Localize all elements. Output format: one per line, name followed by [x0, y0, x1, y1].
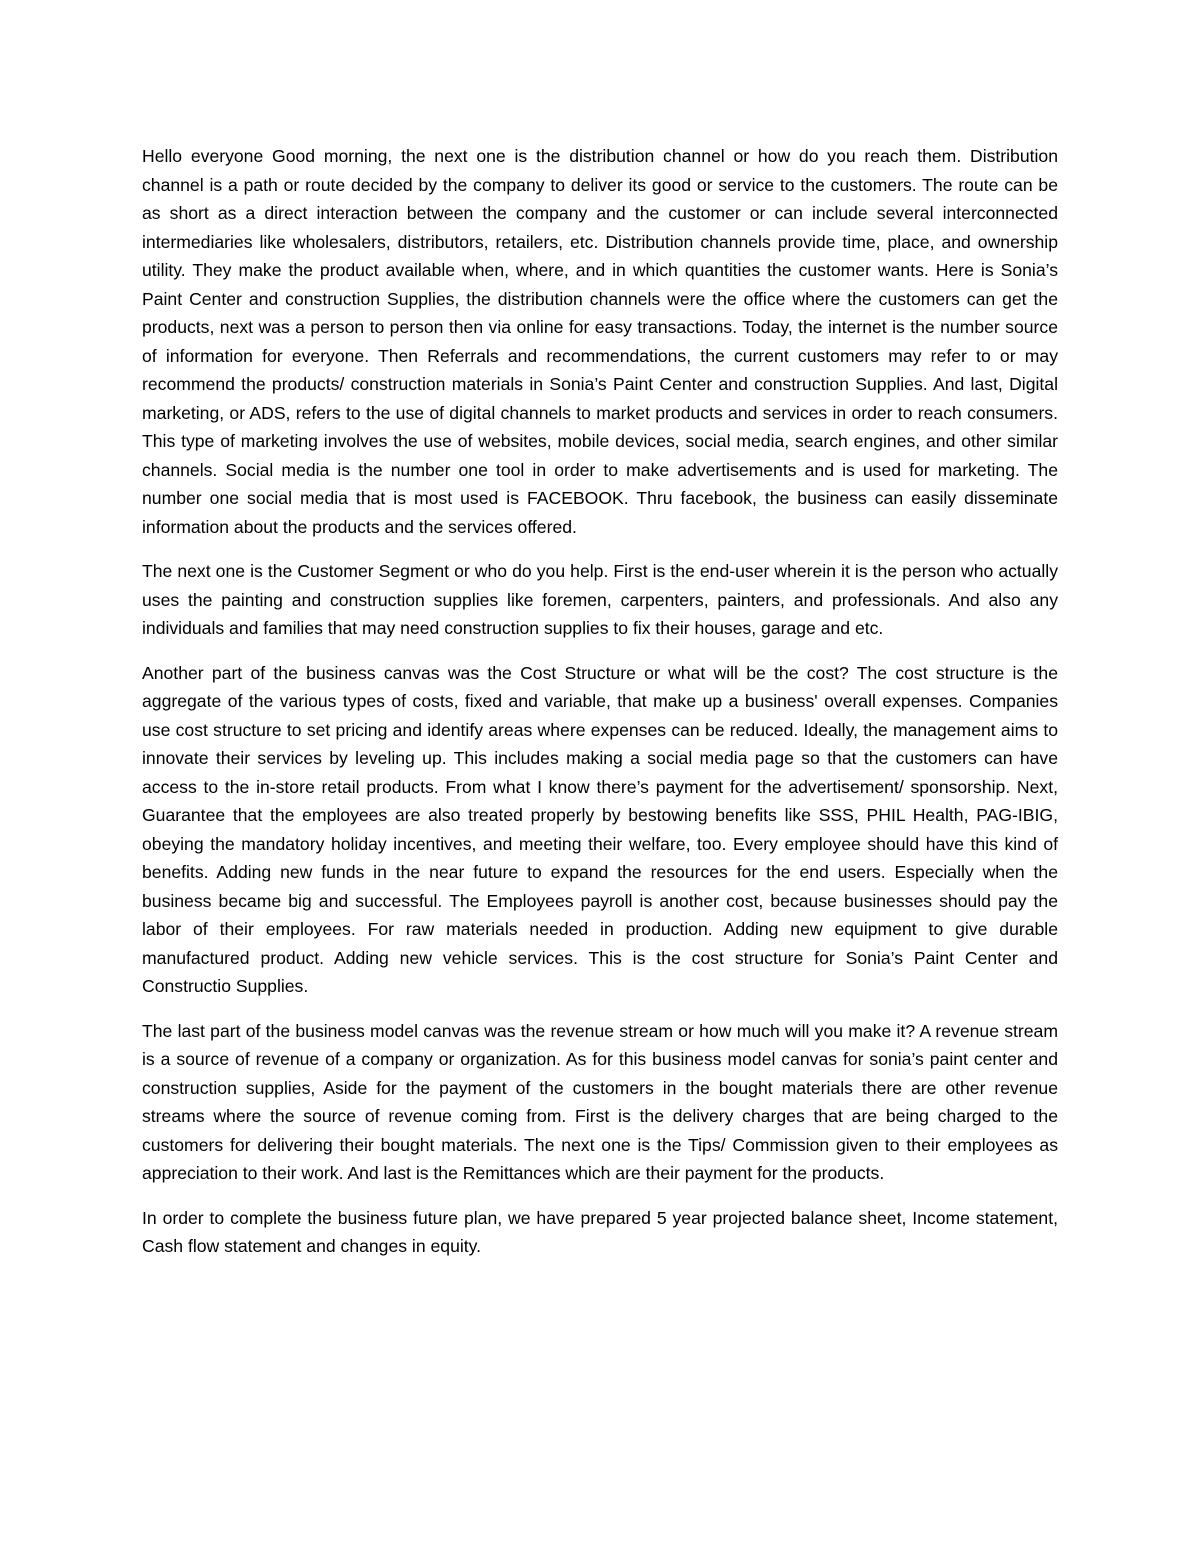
- paragraph-conclusion: In order to complete the business future plan, we have prepared 5 year projected balance sheet, Income statement, Cash flow statement and changes in equity.: [142, 1207, 1058, 1256]
- paragraph-customer-segment: The next one is the Customer Segment or who do you help. First is the end-user wherein it is the person who actually uses the painting and construction supplies like foremen, carpenters, painters, and professionals. And also any individuals and families that may need construction supplies to fix their houses, garage and etc.: [142, 561, 1058, 638]
- paragraph-distribution-channel: Hello everyone Good morning, the next one is the distribution channel or how do you reach them. Distribution channel is a path or route decided by the company to deliver its good or service to the customers. The route can be as short as a direct interaction between the company and the customer or can include several interconnected intermediaries like wholesalers, distributors, retailers, etc. Distribution channels provide time, place, and ownership utility. They make the product available when, where, and in which quantities the customer wants. Here is Sonia’s Paint Center and construction Supplies, the distribution channels were the office where the customers can get the products, next was a person to person then via online for easy transactions. Today, the internet is the number source of information for everyone. Then Referrals and recommendations, the current customers may refer to or may recommend the products/ construction materials in Sonia’s Paint Center and construction Supplies. And last, Digital marketing, or ADS, refers to the use of digital channels to market products and services in order to reach consumers. This type of marketing involves the use of websites, mobile devices, social media, search engines, and other similar channels. Social media is the number one tool in order to make advertisements and is used for marketing. The number one social media that is most used is FACEBOOK. Thru facebook, the business can easily disseminate information about the products and the services offered.: [142, 146, 1058, 537]
- paragraph-revenue-stream: The last part of the business model canvas was the revenue stream or how much will you make it? A revenue stream is a source of revenue of a company or organization. As for this business model canvas for sonia’s paint center and construction supplies, Aside for the payment of the customers in the bought materials there are other revenue streams where the source of revenue coming from. First is the delivery charges that are being charged to the customers for delivering their bought materials. The next one is the Tips/ Commission given to their employees as appreciation to their work. And last is the Remittances which are their payment for the products.: [142, 1020, 1058, 1183]
- paragraph-cost-structure: Another part of the business canvas was the Cost Structure or what will be the cost? The cost structure is the aggregate of the various types of costs, fixed and variable, that make up a business' overall expenses. Companies use cost structure to set pricing and identify areas where expenses can be reduced. Ideally, the management aims to innovate their services by leveling up. This includes making a social media page so that the customers can have access to the in-store retail products. From what I know there’s payment for the advertisement/ sponsorship. Next, Guarantee that the employees are also treated properly by bestowing benefits like SSS, PHIL Health, PAG-IBIG, obeying the mandatory holiday incentives, and meeting their welfare, too. Every employee should have this kind of benefits. Adding new funds in the near future to expand the resources for the end users. Especially when the business became big and successful. The Employees payroll is another cost, because businesses should pay the labor of their employees. For raw materials needed in production. Adding new equipment to give durable manufactured product. Adding new vehicle services. This is the cost structure for Sonia’s Paint Center and Constructio Supplies.: [142, 662, 1058, 996]
- document-body: [142, 142, 1058, 1277]
